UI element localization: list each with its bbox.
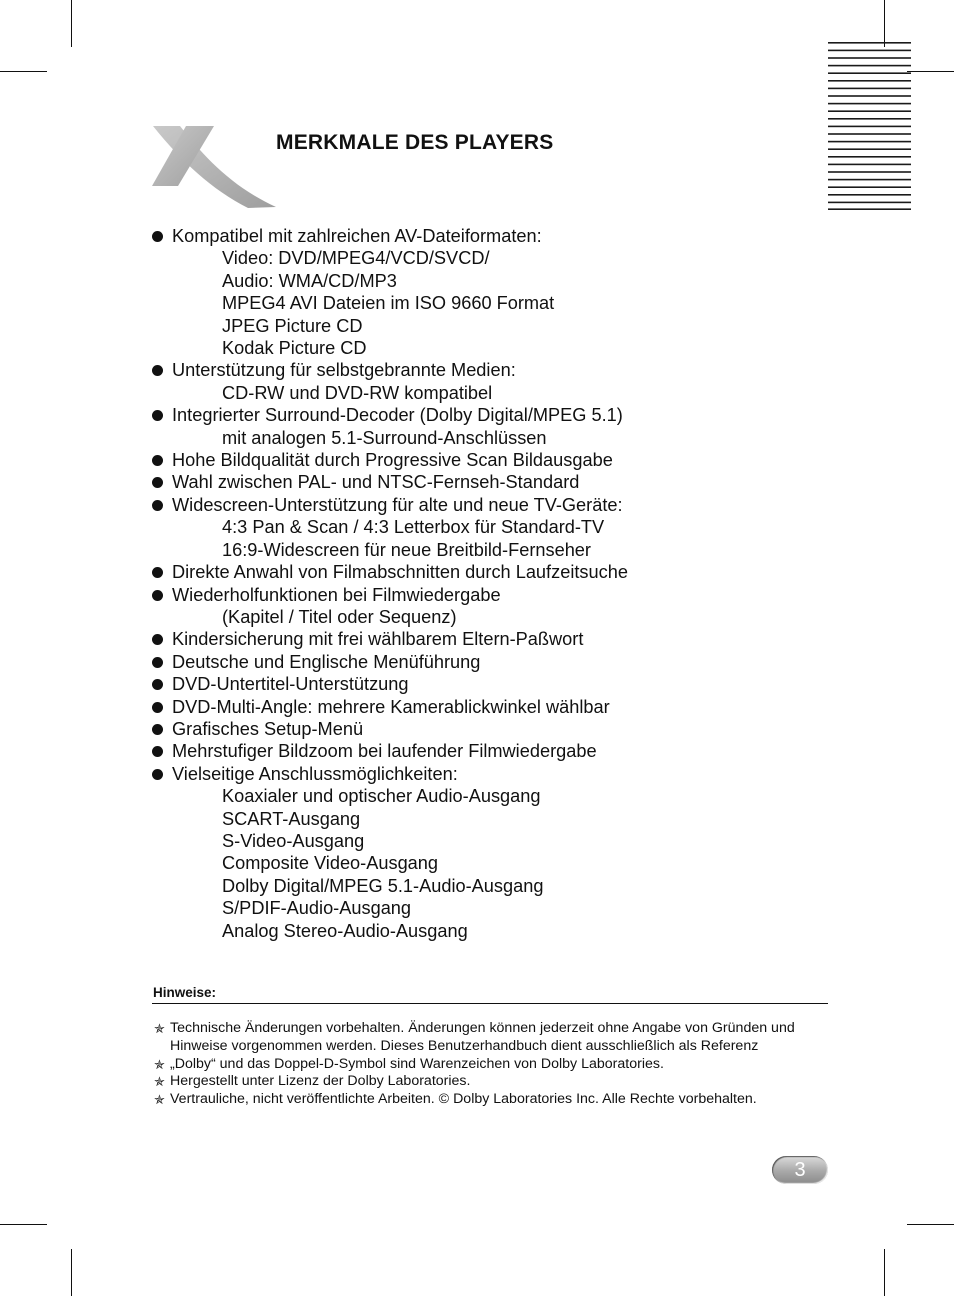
bullet-icon bbox=[152, 746, 163, 757]
feature-text: Wiederholfunktionen bei Filmwiedergabe bbox=[172, 584, 501, 605]
feature-text: Kindersicherung mit frei wählbarem Eltern-Paßwort bbox=[172, 629, 584, 650]
feature-subitem: Video: DVD/MPEG4/VCD/SVCD/ bbox=[222, 248, 490, 269]
feature-item bbox=[152, 628, 832, 650]
bullet-icon bbox=[152, 590, 163, 601]
crop-mark bbox=[0, 1224, 47, 1225]
page-number-badge bbox=[772, 1156, 828, 1184]
feature-heading bbox=[152, 449, 832, 471]
star-icon: ✯ bbox=[154, 1092, 165, 1108]
bullet-icon bbox=[152, 769, 163, 780]
feature-item bbox=[152, 740, 832, 762]
bullet-icon bbox=[152, 634, 163, 645]
star-icon: ✯ bbox=[154, 1021, 165, 1036]
feature-heading bbox=[152, 225, 832, 247]
feature-item bbox=[152, 584, 832, 629]
page-number: 3 bbox=[794, 1158, 806, 1181]
feature-text: Kompatibel mit zahlreichen AV-Dateiformaten: bbox=[172, 226, 542, 246]
feature-text: DVD-Multi-Angle: mehrere Kamerablickwinkel wählbar bbox=[172, 696, 610, 717]
feature-heading bbox=[152, 718, 832, 740]
feature-subitem: Kodak Picture CD bbox=[222, 338, 367, 359]
x-logo-icon bbox=[150, 124, 280, 210]
feature-item bbox=[152, 225, 832, 359]
feature-item bbox=[152, 718, 832, 740]
notes-divider bbox=[152, 1003, 828, 1004]
star-icon: ✯ bbox=[154, 1074, 165, 1090]
feature-heading bbox=[152, 628, 832, 650]
note-item bbox=[154, 1091, 834, 1109]
feature-item bbox=[152, 359, 832, 404]
crop-mark bbox=[884, 1249, 885, 1296]
crop-mark bbox=[71, 0, 72, 47]
feature-heading bbox=[152, 763, 832, 785]
feature-subitem: CD-RW und DVD-RW kompatibel bbox=[222, 382, 493, 403]
feature-text: Widescreen-Unterstützung für alte und neue TV-Geräte: bbox=[172, 494, 623, 515]
feature-subitem: Analog Stereo-Audio-Ausgang bbox=[222, 920, 468, 941]
bullet-icon bbox=[152, 702, 163, 713]
feature-text: Deutsche und Englische Menüführung bbox=[172, 651, 481, 672]
note-text: Hergestellt unter Lizenz der Dolby Laboratories. bbox=[170, 1073, 471, 1090]
feature-text: Grafisches Setup-Menü bbox=[172, 718, 364, 739]
feature-text: Direkte Anwahl von Filmabschnitten durch Laufzeitsuche bbox=[172, 562, 628, 583]
feature-subitem: 4:3 Pan & Scan / 4:3 Letterbox für Standard-TV bbox=[222, 517, 605, 538]
feature-subitem: S-Video-Ausgang bbox=[222, 830, 365, 851]
feature-heading bbox=[152, 494, 832, 516]
note-item bbox=[154, 1073, 834, 1091]
crop-mark bbox=[907, 71, 954, 72]
feature-item bbox=[152, 763, 832, 942]
feature-heading bbox=[152, 673, 832, 695]
feature-text: Wahl zwischen PAL- und NTSC-Fernseh-Standard bbox=[172, 472, 580, 493]
bullet-icon bbox=[152, 724, 163, 735]
feature-heading bbox=[152, 584, 832, 606]
star-icon: ✯ bbox=[154, 1056, 165, 1072]
feature-text: Hohe Bildqualität durch Progressive Scan Bildausgabe bbox=[172, 450, 613, 471]
feature-item bbox=[152, 404, 832, 449]
crop-mark bbox=[884, 0, 885, 47]
feature-heading bbox=[152, 471, 832, 493]
feature-subitem: Koaxialer und optischer Audio-Ausgang bbox=[222, 786, 541, 807]
feature-list bbox=[152, 225, 832, 942]
feature-subitem: mit analogen 5.1-Surround-Anschlüssen bbox=[222, 427, 547, 448]
bullet-icon bbox=[152, 567, 163, 578]
feature-subitem: MPEG4 AVI Dateien im ISO 9660 Format bbox=[222, 293, 555, 314]
feature-text: Integrierter Surround-Decoder (Dolby Digital/MPEG 5.1) bbox=[172, 405, 623, 426]
page-title: MERKMALE DES PLAYERS bbox=[276, 131, 554, 154]
crop-mark bbox=[907, 1224, 954, 1225]
note-text: Vertrauliche, nicht veröffentlichte Arbeiten. © Dolby Laboratories Inc. Alle Rechte vorbehalten. bbox=[170, 1091, 757, 1108]
feature-subitem: Audio: WMA/CD/MP3 bbox=[222, 270, 397, 291]
feature-heading bbox=[152, 696, 832, 718]
feature-text: DVD-Untertitel-Unterstützung bbox=[172, 674, 409, 695]
bullet-icon bbox=[152, 657, 163, 668]
bullet-icon bbox=[152, 455, 163, 466]
feature-item bbox=[152, 673, 832, 695]
notes-list bbox=[154, 1020, 834, 1109]
note-text: Technische Änderungen vorbehalten. Änderungen können jederzeit ohne Angabe von Gründen und Hinweise vorgenommen werden. Dieses Benutzerhandbuch dient ausschließlich als Referenz bbox=[170, 1020, 795, 1054]
feature-subitem: JPEG Picture CD bbox=[222, 315, 363, 336]
feature-heading bbox=[152, 404, 832, 426]
feature-item bbox=[152, 696, 832, 718]
feature-item bbox=[152, 561, 832, 583]
note-item bbox=[154, 1056, 834, 1074]
feature-subitem: 16:9-Widescreen für neue Breitbild-Fernseher bbox=[222, 539, 591, 560]
feature-heading bbox=[152, 740, 832, 762]
feature-text: Vielseitige Anschlussmöglichkeiten: bbox=[172, 763, 458, 784]
feature-heading bbox=[152, 561, 832, 583]
crop-mark bbox=[71, 1249, 72, 1296]
bullet-icon bbox=[152, 679, 163, 690]
feature-item bbox=[152, 494, 832, 561]
feature-subitem: Dolby Digital/MPEG 5.1-Audio-Ausgang bbox=[222, 875, 544, 896]
bullet-icon bbox=[152, 231, 163, 242]
feature-heading bbox=[152, 359, 832, 381]
bullet-icon bbox=[152, 410, 163, 421]
note-text: „Dolby“ und das Doppel-D-Symbol sind Warenzeichen von Dolby Laboratories. bbox=[170, 1055, 664, 1072]
feature-subitem: Composite Video-Ausgang bbox=[222, 853, 439, 874]
feature-text: Mehrstufiger Bildzoom bei laufender Filmwiedergabe bbox=[172, 741, 597, 762]
feature-subitem: (Kapitel / Titel oder Sequenz) bbox=[222, 606, 457, 627]
feature-subitem: SCART-Ausgang bbox=[222, 808, 361, 829]
feature-item bbox=[152, 651, 832, 673]
bullet-icon bbox=[152, 365, 163, 376]
feature-item bbox=[152, 449, 832, 471]
bullet-icon bbox=[152, 477, 163, 488]
feature-item bbox=[152, 471, 832, 493]
crop-mark bbox=[0, 71, 47, 72]
feature-text: Unterstützung für selbstgebrannte Medien: bbox=[172, 360, 516, 381]
bullet-icon bbox=[152, 500, 163, 511]
decorative-stripes bbox=[828, 42, 911, 210]
feature-subitem: S/PDIF-Audio-Ausgang bbox=[222, 898, 412, 919]
feature-heading bbox=[152, 651, 832, 673]
notes-heading: Hinweise: bbox=[153, 985, 217, 1000]
note-item bbox=[154, 1020, 834, 1056]
